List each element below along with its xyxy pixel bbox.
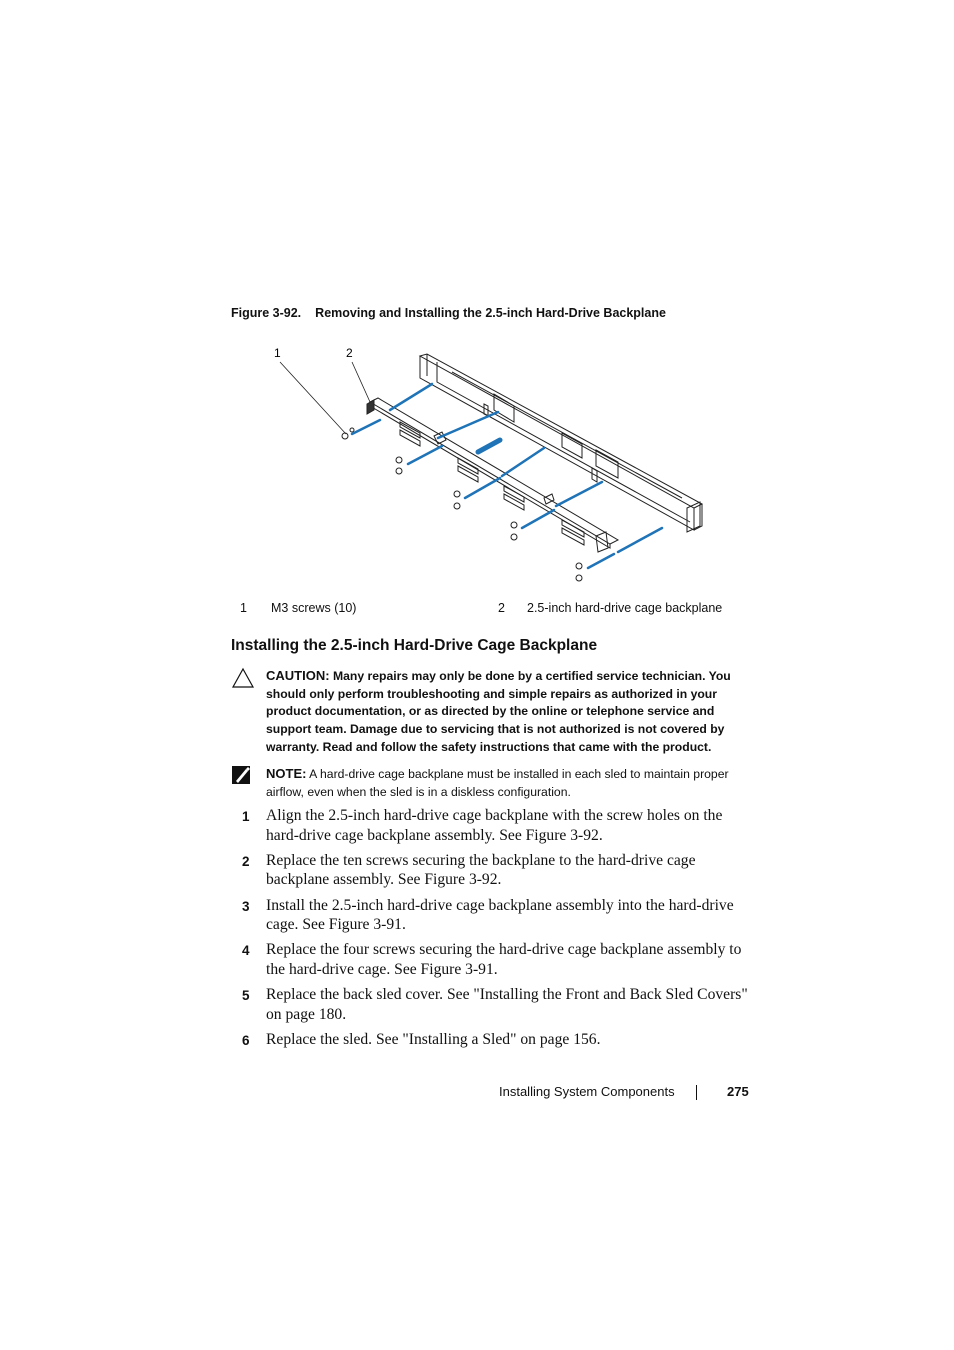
step-number: 3 <box>242 898 250 914</box>
step-5 <box>231 985 751 1024</box>
step-text: Replace the four screws securing the hard-drive cage backplane assembly to the hard-drive cage. See Figure 3-91. <box>266 941 742 978</box>
backplane-diagram <box>262 338 722 588</box>
page-number: 275 <box>727 1084 749 1099</box>
step-text: Install the 2.5-inch hard-drive cage backplane assembly into the hard-drive cage. See Figure 3-91. <box>266 896 734 934</box>
step-number: 5 <box>242 988 250 1004</box>
step-text: Align the 2.5-inch hard-drive cage backplane with the screw holes on the hard-drive cage backplane assembly. See Figure 3-92. <box>266 807 723 844</box>
step-number: 6 <box>242 1032 250 1048</box>
step-2 <box>231 851 751 890</box>
step-text: Replace the ten screws securing the backplane to the hard-drive cage backplane assembly. See Figure 3-92. <box>266 851 696 889</box>
procedure-steps <box>231 806 751 1055</box>
footer-section: Installing System Components <box>499 1084 675 1099</box>
note-text: A hard-drive cage backplane must be installed in each sled to maintain proper airflow, even when the sled is in a diskless configuration. <box>266 767 729 799</box>
legend-num-1: 1 <box>240 601 247 615</box>
figure-caption <box>231 306 666 320</box>
caution-triangle-icon <box>231 667 255 689</box>
step-number: 1 <box>242 809 250 824</box>
note-label: NOTE: <box>266 766 307 781</box>
section-title: Installing the 2.5-inch Hard-Drive Cage Backplane <box>231 637 598 654</box>
legend-text-1: M3 screws (10) <box>271 601 357 615</box>
caution-notice <box>231 667 746 757</box>
callout-2: 2 <box>346 346 353 360</box>
caution-label: CAUTION: <box>266 668 330 683</box>
callout-1: 1 <box>274 346 281 360</box>
backplane-illustration <box>262 338 722 588</box>
step-1 <box>231 806 751 845</box>
step-4 <box>231 940 751 979</box>
step-text: Replace the sled. See "Installing a Sled" on page 156. <box>266 1030 601 1048</box>
step-6 <box>231 1030 751 1050</box>
figure-title: Removing and Installing the 2.5-inch Hard-Drive Backplane <box>315 306 666 320</box>
step-text: Replace the back sled cover. See "Installing the Front and Back Sled Covers" on page 180. <box>266 986 748 1023</box>
step-number: 4 <box>242 943 250 959</box>
legend-num-2: 2 <box>498 601 505 615</box>
note-notice <box>231 765 746 801</box>
step-3 <box>231 896 751 935</box>
step-number: 2 <box>242 853 250 869</box>
footer-divider <box>696 1085 697 1100</box>
note-pencil-icon <box>231 765 253 787</box>
figure-label: Figure 3-92. <box>231 306 302 320</box>
legend-text-2: 2.5-inch hard-drive cage backplane <box>527 601 723 615</box>
caution-text: Many repairs may only be done by a certified service technician. You should only perform troubleshooting and simple repairs as authorized in your product documentation, or as directed by the online or telephone service and support team. Damage due to servicing that is not authorized is not covered by warranty. Read and follow the safety instructions that came with the product. <box>266 669 731 754</box>
